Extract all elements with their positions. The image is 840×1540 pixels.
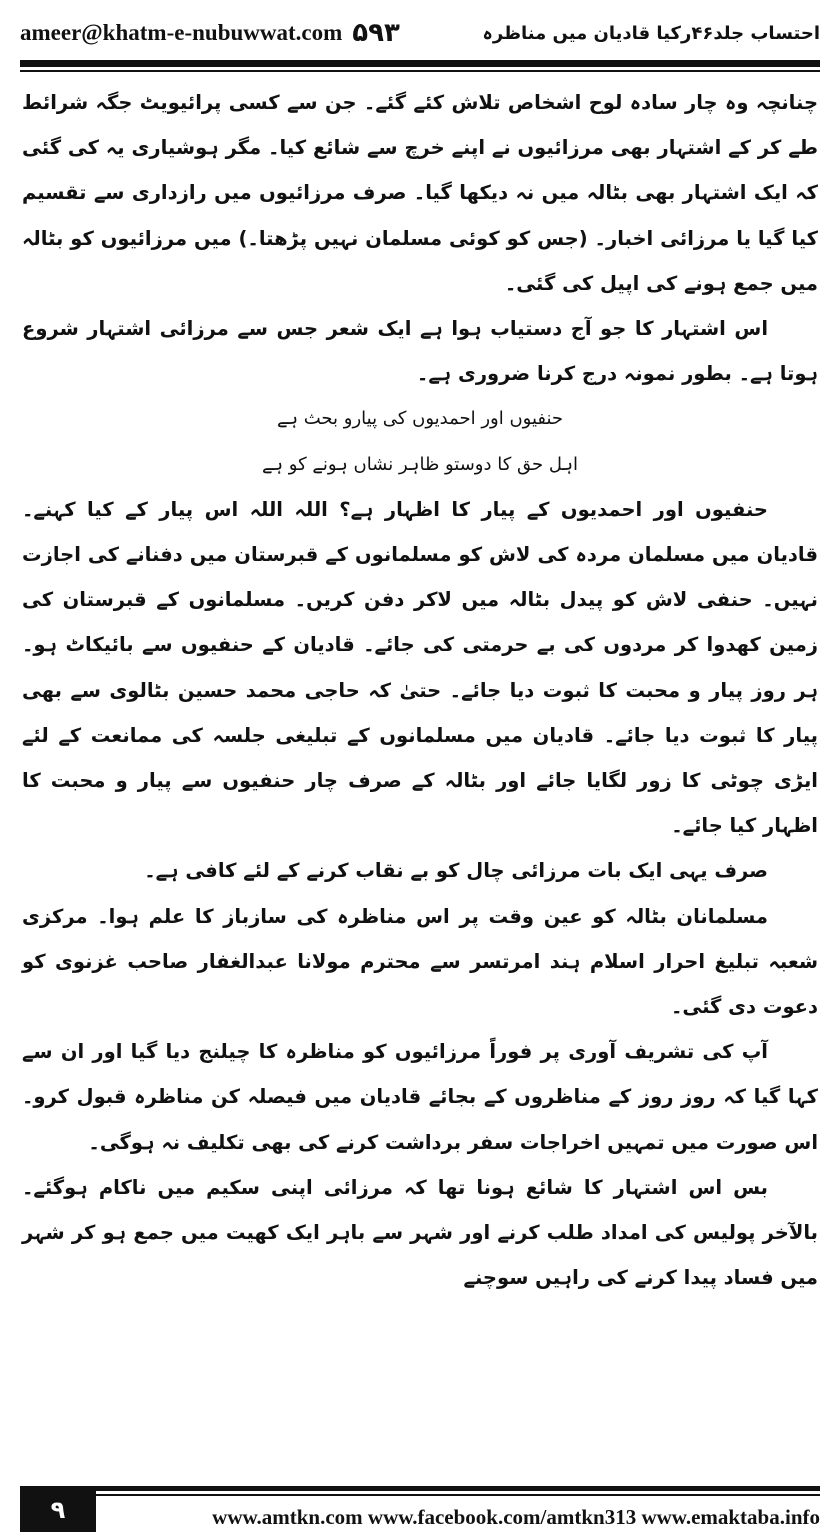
paragraph-5: مسلمانان بٹالہ کو عین وقت پر اس مناظرہ کی سازباز کا علم ہوا۔ مرکزی شعبہ تبلیغ احرار اسلام ہند امرتسر سے محترم مولانا عبدالغفار صاحب غزنوی کو دعوت دی گئی۔ bbox=[22, 904, 818, 1019]
footer-page-number: ۹ bbox=[20, 1488, 96, 1532]
footer-rule-thin bbox=[20, 1494, 820, 1496]
header-rule-thin bbox=[20, 70, 820, 72]
header-page-number: ۵۹۳ bbox=[352, 18, 400, 48]
footer-links[interactable]: www.amtkn.com www.facebook.com/amtkn313 www.emaktaba.info bbox=[212, 1504, 820, 1529]
header-email: ameer@khatm-e-nubuwwat.com bbox=[20, 20, 343, 45]
footer-rule-thick bbox=[20, 1486, 820, 1491]
paragraph-7: بس اس اشتہار کا شائع ہونا تھا کہ مرزائی اپنی سکیم میں ناکام ہوگئے۔ بالآخر پولیس کی امداد طلب کرنے اور شہر سے باہر ایک کھیت میں جمع ہو کر شہر میں فساد پیدا کرنے کی راہیں سوچنے bbox=[22, 1175, 818, 1290]
paragraph-3: حنفیوں اور احمدیوں کے پیار کا اظہار ہے؟ اللہ اللہ اس پیار کے کیا کہنے۔ قادیان میں مسلمان مردہ کی لاش کو مسلمانوں کے قبرستان میں دفنانے کی اجازت نہیں۔ حنفی لاش کو پیدل بٹالہ میں لاکر دفن کریں۔ مسلمانوں کے قبرستان کی زمین کھدوا کر مردوں کی بے حرمتی کی جائے۔ قادیان کے حنفیوں سے بائیکاٹ ہو۔ ہر روز پیار و محبت کا ثبوت دیا جائے۔ حتیٰ کہ حاجی محمد حسین بٹالوی سے بھی پیار کا ثبوت دیا جائے۔ قادیان میں مسلمانوں کے تبلیغی جلسہ کی ممانعت کے لئے ایڑی چوٹی کا زور لگایا جائے اور بٹالہ کے صرف چار حنفیوں سے پیار و محبت کا اظہار کیا جائے۔ bbox=[22, 497, 818, 838]
page-header bbox=[20, 10, 820, 56]
header-left-group bbox=[20, 18, 400, 48]
paragraph-1: چنانچہ وہ چار سادہ لوح اشخاص تلاش کئے گئے۔ جن سے کسی پرائیویٹ جگہ شرائط طے کر کے اشتہار بھی مرزائیوں نے اپنے خرچ سے شائع کیا۔ مگر ہوشیاری یہ کی گئی کہ ایک اشتہار بھی بٹالہ میں نہ دیکھا گیا۔ صرف مرزائیوں میں رازداری سے تقسیم کیا گیا یا مرزائی اخبار۔ (جس کو کوئی مسلمان نہیں پڑھتا۔) میں مرزائیوں کو بٹالہ میں جمع ہونے کی اپیل کی گئی۔ bbox=[22, 91, 818, 295]
paragraph-6: آپ کی تشریف آوری پر فوراً مرزائیوں کو مناظرہ کا چیلنج دیا گیا اور ان سے کہا گیا کہ روز روز کے مناظروں کے بجائے قادیان میں فیصلہ کن مناظرہ قبول کرو۔ اس صورت میں تمہیں اخراجات سفر برداشت کرنے کی بھی تکلیف نہ ہوگی۔ bbox=[22, 1040, 818, 1154]
verse-line-2: اہل حق کا دوستو ظاہر نشاں ہونے کو ہے bbox=[261, 453, 579, 475]
verse-line-1: حنفیوں اور احمدیوں کی پیارو بحث ہے bbox=[276, 408, 564, 430]
paragraph-4: صرف یہی ایک بات مرزائی چال کو بے نقاب کرنے کے لئے کافی ہے۔ bbox=[144, 859, 768, 883]
paragraph-2: اس اشتہار کا جو آج دستیاب ہوا ہے ایک شعر جس سے مرزائی اشتہار شروع ہوتا ہے۔ بطور نمونہ درج کرنا ضروری ہے۔ bbox=[22, 317, 818, 386]
header-running-title: احتساب جلد۴۶رکیا قادیان میں مناظرہ bbox=[482, 22, 820, 44]
body-text bbox=[22, 80, 818, 1300]
header-rule-thick bbox=[20, 60, 820, 67]
footer-rules bbox=[20, 1486, 820, 1496]
